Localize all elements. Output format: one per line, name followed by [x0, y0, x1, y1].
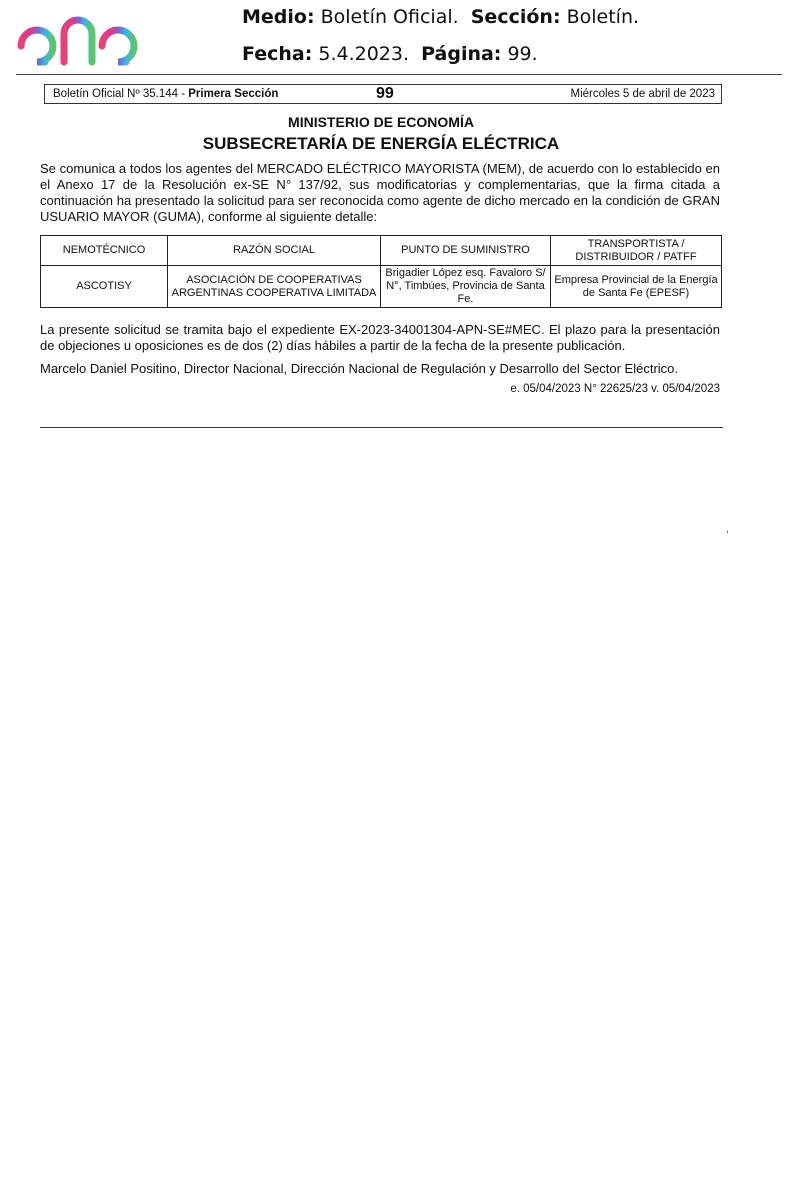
- pagina-value: 99.: [507, 43, 538, 65]
- cell-transportista: Empresa Provincial de la Energía de Santa Fe (EPESF): [551, 266, 722, 308]
- pagina-label: Página:: [421, 43, 502, 65]
- bulletin-date: Miércoles 5 de abril de 2023: [570, 88, 715, 100]
- medio-label: Medio:: [242, 6, 315, 28]
- expediente-paragraph: La presente solicitud se tramita bajo el expediente EX-2023-34001304-APN-SE#MEC. El plazo para la presentación de objeciones u oposiciones es de dos (2) días hábiles a partir de la fecha de la presente publicación.: [40, 322, 720, 353]
- fecha-value: 5.4.2023.: [318, 43, 410, 65]
- cell-punto-suministro: Brigadier López esq. Favaloro S/ N°, Timbúes, Provincia de Santa Fe.: [381, 266, 551, 308]
- header-punto-suministro: PUNTO DE SUMINISTRO: [381, 236, 551, 266]
- medio-value: Boletín Oficial.: [320, 6, 459, 28]
- meta-medio-seccion: [242, 6, 639, 28]
- bulletin-page-number: 99: [376, 85, 394, 102]
- cell-razon-social: ASOCIACIÓN DE COOPERATIVAS ARGENTINAS COOPERATIVA LIMITADA: [168, 266, 381, 308]
- enel-logo: [16, 4, 180, 70]
- subsecretaria-title: SUBSECRETARÍA DE ENERGÍA ELÉCTRICA: [202, 134, 560, 153]
- bulletin-issue-prefix: Boletín Oficial Nº 35.144 -: [53, 88, 189, 100]
- bulletin-header: [44, 84, 722, 104]
- signer-line: Marcelo Daniel Positino, Director Nacional, Dirección Nacional de Regulación y Desarrollo del Sector Eléctrico.: [40, 361, 679, 376]
- meta-fecha-pagina: [242, 43, 538, 65]
- table-row: [41, 266, 722, 308]
- stray-mark: ,: [726, 524, 729, 535]
- table-header-row: [41, 236, 722, 266]
- seccion-value: Boletín.: [566, 6, 640, 28]
- header-razon-social: RAZÓN SOCIAL: [168, 236, 381, 266]
- seccion-label: Sección:: [470, 6, 561, 28]
- intro-paragraph: Se comunica a todos los agentes del MERCADO ELÉCTRICO MAYORISTA (MEM), de acuerdo con lo establecido en el Anexo 17 de la Resolución ex-SE N° 137/92, sus modificatorias y complementarias, que la firma citada a continuación ha presentado la solicitud para ser reconocida como agente de dicho mercado en la condición de GRAN USUARIO MAYOR (GUMA), conforme al siguiente detalle:: [40, 161, 720, 224]
- bottom-divider: [40, 427, 723, 428]
- bulletin-section: Primera Sección: [188, 88, 279, 100]
- header-divider: [16, 74, 782, 75]
- publication-reference: e. 05/04/2023 N° 22625/23 v. 05/04/2023: [510, 383, 720, 395]
- header-transportista: TRANSPORTISTA / DISTRIBUIDOR / PATFF: [551, 236, 722, 266]
- fecha-label: Fecha:: [242, 43, 313, 65]
- header-nemotecnico: NEMOTÉCNICO: [41, 236, 168, 266]
- cell-nemotecnico: ASCOTISY: [41, 266, 168, 308]
- guma-detail-table: [40, 235, 722, 308]
- enel-logo-graphic: [16, 4, 180, 70]
- bulletin-issue: [53, 88, 278, 100]
- ministry-title: MINISTERIO DE ECONOMÍA: [288, 114, 474, 130]
